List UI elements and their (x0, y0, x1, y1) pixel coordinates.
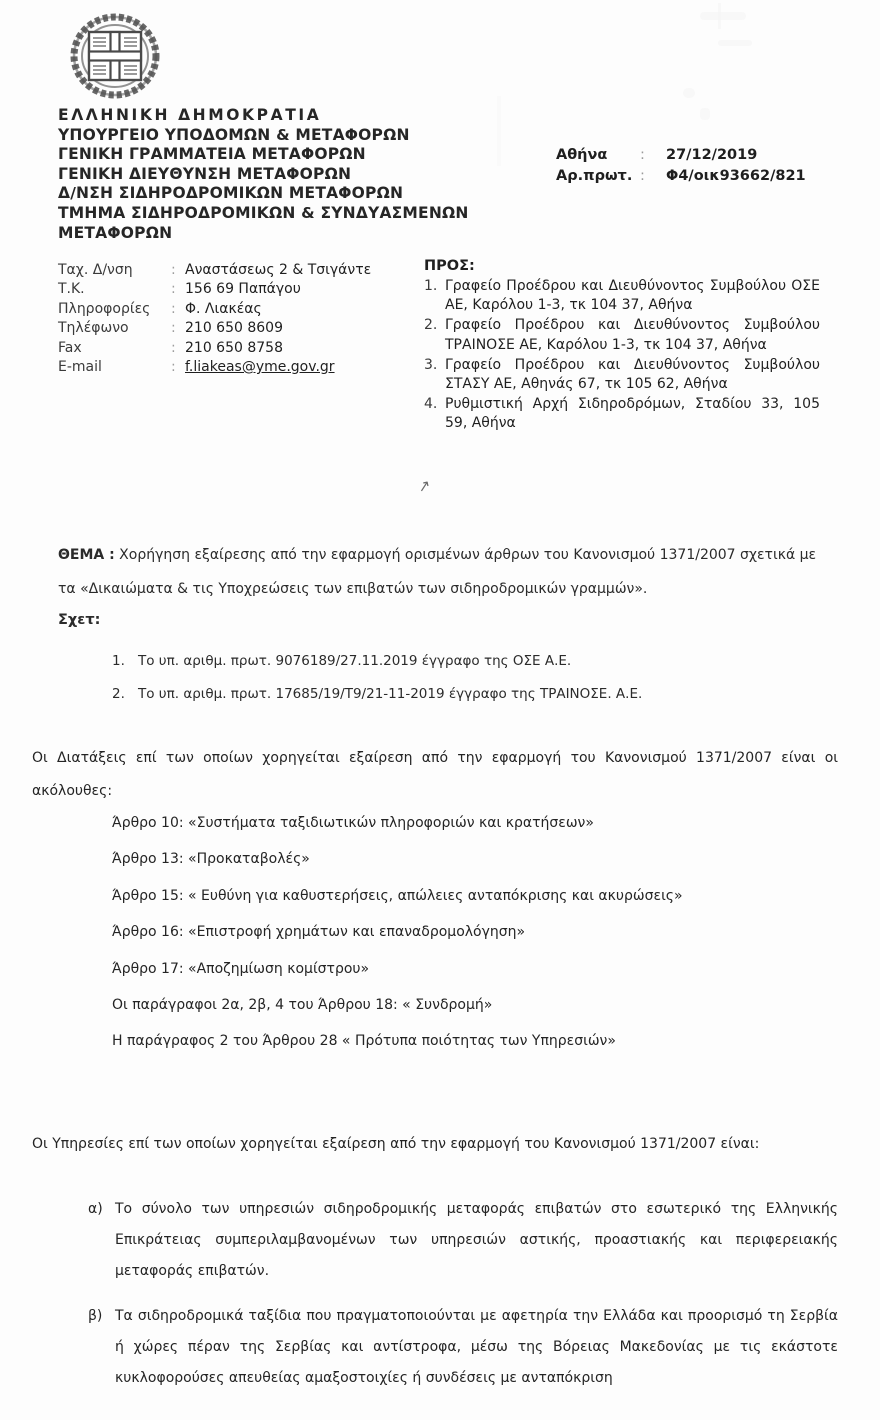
separator: : (171, 339, 176, 356)
separator: : (171, 262, 176, 278)
contact-row-postcode (58, 280, 371, 299)
contact-value: 156 69 Παπάγου (185, 281, 301, 298)
masthead-line: ΜΕΤΑΦΟΡΩΝ (58, 223, 173, 242)
subject-label: ΘΕΜΑ : (58, 547, 115, 563)
contact-label: Fax (58, 339, 82, 356)
separator: : (171, 320, 176, 337)
recipient-text: Γραφείο Προέδρου και Διευθύνοντος Συμβούλου ΣΤΑΣΥ ΑΕ, Αθηνάς 67, τκ 105 62, Αθήνα (445, 356, 820, 393)
contact-row-info (58, 300, 371, 319)
protocol-label: Αρ.πρωτ. (556, 168, 633, 184)
reference-text: Το υπ. αριθμ. πρωτ. 17685/19/Τ9/21-11-2019 έγγραφο της ΤΡΑΙΝΟΣΕ. Α.Ε. (138, 686, 643, 702)
article-item: Η παράγραφος 2 του Άρθρου 28 « Πρότυπα ποιότητας των Υπηρεσιών» (112, 1033, 616, 1050)
recipient-number: 4. (424, 396, 438, 413)
scan-artifact (497, 96, 501, 166)
contact-details (58, 261, 371, 377)
scan-artifact (718, 40, 752, 46)
services-list (88, 1194, 838, 1408)
contact-row-fax (58, 339, 371, 358)
article-item: Άρθρο 15: « Ευθύνη για καθυστερήσεις, απώλειες ανταπόκρισης και ακυρώσεις» (112, 887, 683, 904)
recipients-block (424, 258, 820, 435)
service-marker: α) (88, 1201, 103, 1217)
recipients-header: ΠΡΟΣ: (424, 258, 475, 274)
separator: : (171, 300, 176, 317)
recipient-item (424, 316, 820, 354)
masthead-line: ΕΛΛΗΝΙΚΗ ΔΗΜΟΚΡΑΤΙΑ (58, 106, 322, 124)
recipient-text: Ρυθμιστική Αρχή Σιδηροδρόμων, Σταδίου 33, 105 59, Αθήνα (445, 396, 820, 432)
recipient-item (424, 395, 820, 433)
separator: : (640, 147, 645, 163)
recipient-number: 1. (424, 278, 438, 294)
scan-artifact (700, 12, 746, 20)
masthead-line: ΓΕΝΙΚΗ ΓΡΑΜΜΑΤΕΙΑ ΜΕΤΑΦΟΡΩΝ (58, 145, 366, 164)
separator: : (171, 281, 176, 298)
services-intro: Οι Υπηρεσίες επί των οποίων χορηγείται εξαίρεση από την εφαρμογή του Κανονισμού 1371/2007 είναι: (32, 1136, 760, 1152)
masthead-line: ΤΜΗΜΑ ΣΙΔΗΡΟΔΡΟΜΙΚΩΝ & ΣΥΝΔΥΑΣΜΕΝΩΝ (58, 203, 469, 222)
separator: : (171, 359, 176, 376)
article-item: Άρθρο 10: «Συστήματα ταξιδιωτικών πληροφοριών και κρατήσεων» (112, 815, 594, 831)
contact-label: Τ.Κ. (58, 281, 85, 298)
provisions-intro: Οι Διατάξεις επί των οποίων χορηγείται εξαίρεση από την εφαρμογή του Κανονισμού 1371/2007 είναι οι ακόλουθες: (32, 750, 838, 799)
contact-label: E-mail (58, 359, 102, 376)
masthead-line: Δ/ΝΣΗ ΣΙΔΗΡΟΔΡΟΜΙΚΩΝ ΜΕΤΑΦΟΡΩΝ (58, 184, 404, 203)
recipient-number: 3. (424, 356, 438, 373)
contact-label: Ταχ. Δ/νση (58, 262, 133, 278)
handwritten-mark: ↗ (416, 475, 433, 497)
references-list (112, 645, 832, 711)
contact-value: Φ. Λιακέας (185, 300, 262, 317)
recipient-text: Γραφείο Προέδρου και Διευθύνοντος Συμβούλου ΤΡΑΙΝΟΣΕ ΑΕ, Καρόλου 1-3, τκ 104 37, Αθήνα (445, 317, 820, 353)
recipient-item (424, 277, 820, 315)
scan-artifact (700, 108, 710, 120)
references-label: Σχετ: (58, 612, 101, 628)
contact-value: 210 650 8758 (185, 339, 283, 356)
date-row (556, 145, 806, 166)
separator: : (640, 168, 645, 184)
recipient-text: Γραφείο Προέδρου και Διευθύνοντος Συμβούλου ΟΣΕ ΑΕ, Καρόλου 1-3, τκ 104 37, Αθήνα (445, 278, 820, 314)
recipient-item (424, 356, 820, 394)
reference-item (112, 645, 832, 678)
recipient-number: 2. (424, 317, 438, 334)
contact-row-address (58, 261, 371, 280)
protocol-value: Φ4/οικ93662/821 (666, 168, 806, 184)
service-marker: β) (88, 1308, 103, 1324)
document-metadata (556, 145, 806, 187)
date-label: Αθήνα (556, 147, 608, 163)
reference-text: Το υπ. αριθμ. πρωτ. 9076189/27.11.2019 έγγραφο της ΟΣΕ Α.Ε. (138, 653, 572, 669)
hellenic-republic-coat-of-arms-icon (55, 10, 175, 102)
email-link[interactable]: f.liakeas@yme.gov.gr (185, 359, 335, 376)
subject-text: Χορήγηση εξαίρεσης από την εφαρμογή ορισμένων άρθρων του Κανονισμού 1371/2007 σχετικά με τα «Δικαιώματα & τις Υποχρεώσεις των επιβατών των σιδηροδρομικών γραμμών». (58, 547, 817, 597)
service-text: Τα σιδηροδρομικά ταξίδια που πραγματοποιούνται με αφετηρία την Ελλάδα και προορισμό τη Σερβία ή χώρες πέραν της Σερβίας και αντίστροφα, μέσω της Βόρειας Μακεδονίας με τις εκάστοτε κυκλοφορούσες απευθείας αμαξοστοιχίες ή συνδέσεις με ανταπόκριση (115, 1308, 838, 1386)
reference-number: 2. (112, 686, 125, 702)
ministry-masthead (58, 106, 488, 243)
contact-label: Πληροφορίες (58, 300, 151, 317)
date-value: 27/12/2019 (666, 147, 758, 163)
article-item: Άρθρο 17: «Αποζημίωση κομίστρου» (112, 960, 370, 977)
service-text: Το σύνολο των υπηρεσιών σιδηροδρομικής μεταφοράς επιβατών στο εσωτερικό της Ελληνικής Επικράτειας συμπεριλαμβανομένων των υπηρεσιών αστικής, προαστιακής και περιφερειακής μεταφοράς επιβατών. (115, 1201, 838, 1279)
masthead-line: ΥΠΟΥΡΓΕΙΟ ΥΠΟΔΟΜΩΝ & ΜΕΤΑΦΟΡΩΝ (58, 125, 410, 144)
article-item: Άρθρο 13: «Προκαταβολές» (112, 851, 310, 868)
scan-artifact (718, 3, 721, 29)
scan-artifact (683, 88, 695, 98)
reference-item (112, 678, 832, 711)
protocol-row (556, 166, 806, 187)
service-item (88, 1194, 838, 1287)
article-item: Οι παράγραφοι 2α, 2β, 4 του Άρθρου 18: « Συνδρομή» (112, 997, 493, 1014)
contact-value: Αναστάσεως 2 & Τσιγάντε (185, 262, 372, 278)
articles-list (112, 805, 838, 1060)
contact-row-phone (58, 319, 371, 338)
contact-value: 210 650 8609 (185, 320, 283, 337)
recipients-list (424, 277, 820, 434)
article-item: Άρθρο 16: «Επιστροφή χρημάτων και επαναδρομολόγηση» (112, 924, 526, 941)
service-item (88, 1301, 838, 1394)
subject-block (58, 538, 838, 606)
reference-number: 1. (112, 653, 125, 669)
contact-row-email (58, 358, 371, 377)
contact-label: Τηλέφωνο (58, 320, 129, 337)
masthead-line: ΓΕΝΙΚΗ ΔΙΕΥΘΥΝΣΗ ΜΕΤΑΦΟΡΩΝ (58, 164, 352, 183)
